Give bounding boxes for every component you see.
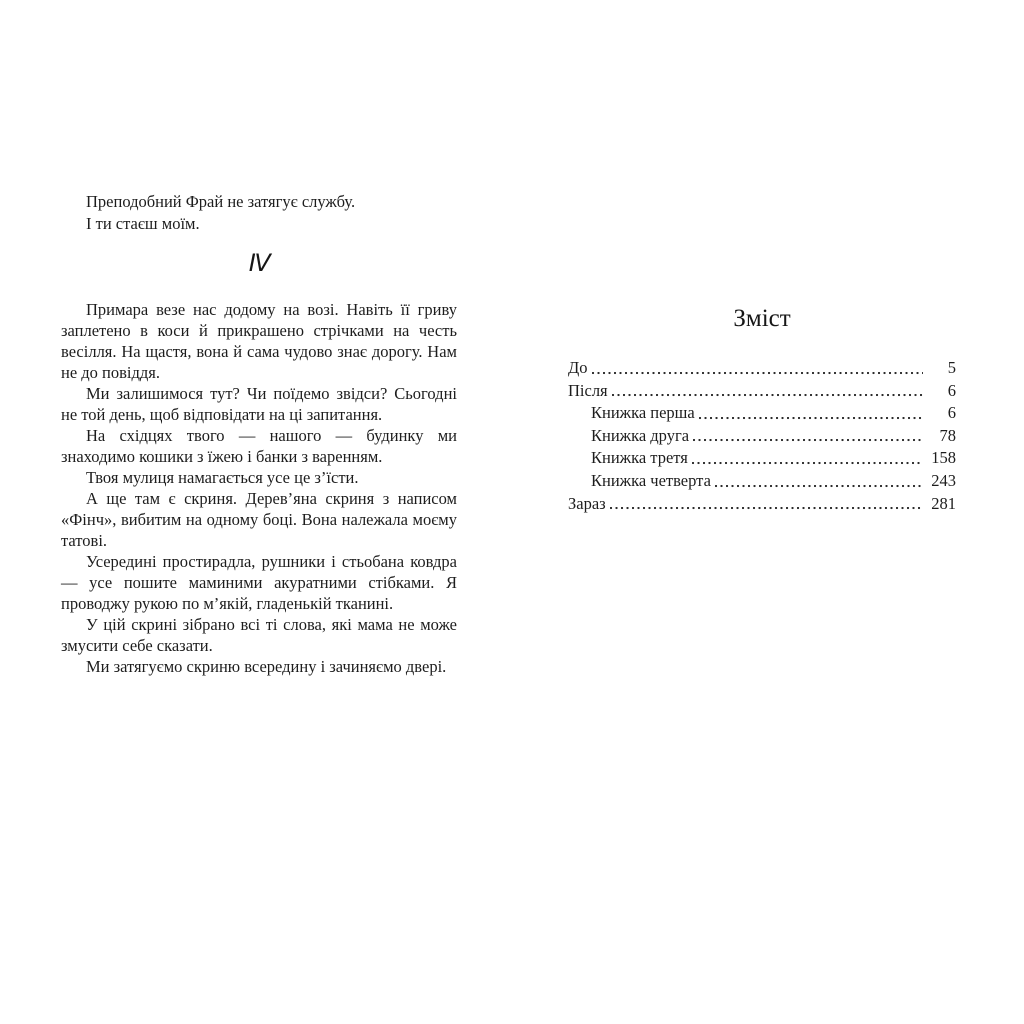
toc-page (568, 305, 956, 515)
paragraph: Твоя мулиця намагається усе це з’їсти. (86, 468, 359, 487)
toc-dot-leader (612, 380, 923, 403)
toc-entry-label: Книжка друга (591, 425, 690, 445)
toc-title: Зміст (733, 305, 791, 332)
body-text (61, 299, 457, 677)
toc-row (568, 425, 956, 448)
opening-line: І ти стаєш моїм. (86, 214, 200, 233)
toc-entry-label: Книжка перша (591, 403, 695, 423)
opening-lines (61, 191, 457, 235)
toc-row (568, 470, 956, 493)
toc-dot-leader (693, 425, 923, 448)
paragraph: Ми затягуємо скриню всередину і зачиняємо двері. (86, 657, 447, 676)
toc-entry-label: Книжка четверта (591, 470, 711, 490)
toc-page-number: 243 (931, 470, 956, 490)
toc-row (568, 380, 956, 403)
toc-page-number: 78 (939, 425, 956, 445)
toc-entry-label: Книжка третя (591, 448, 688, 468)
toc-page-number: 5 (947, 358, 956, 377)
paragraph: Примара везе нас додому на возі. Навіть її гриву заплетено в коси й прикрашено стрічками на честь весілля. На щастя, вона й сама чудово знає дорогу. Нам не до повіддя. (61, 300, 457, 382)
paragraph: На східцях твого — нашого — будинку ми знаходимо кошики з їжею і банки з варенням. (61, 426, 457, 466)
toc-list (568, 357, 956, 515)
toc-dot-leader (715, 470, 923, 493)
paragraph: Усередині простирадла, рушники і стьобана ковдра — усе пошите маминими акуратними стібками. Я проводжу рукою по м’якій, гладенькій тканині. (61, 552, 457, 613)
toc-row (568, 493, 956, 516)
toc-entry-label: Зараз (568, 493, 606, 513)
toc-page-number: 6 (947, 403, 956, 423)
toc-row (568, 402, 956, 425)
toc-dot-leader (610, 493, 923, 516)
paragraph: А ще там є скриня. Дерев’яна скриня з написом «Фінч», вибитим на одному боці. Вона належала моєму татові. (61, 489, 457, 550)
paragraph: У цій скрині зібрано всі ті слова, які мама не може змусити себе сказати. (61, 615, 457, 655)
toc-page-number: 281 (931, 493, 956, 513)
paragraph: Ми залишимося тут? Чи поїдемо звідси? Сьогодні не той день, щоб відповідати на ці запитання. (61, 384, 457, 424)
toc-dot-leader (699, 402, 923, 425)
toc-row (568, 447, 956, 470)
toc-entry-label: Після (568, 380, 608, 400)
toc-entry-label: До (568, 358, 588, 377)
toc-page-number: 6 (947, 380, 956, 400)
section-heading: IV (248, 249, 270, 277)
left-page (61, 191, 457, 677)
toc-row (568, 357, 956, 380)
toc-dot-leader (692, 447, 923, 470)
toc-dot-leader (592, 357, 923, 380)
toc-page-number: 158 (931, 448, 956, 468)
opening-line: Преподобний Фрай не затягує службу. (86, 192, 356, 211)
